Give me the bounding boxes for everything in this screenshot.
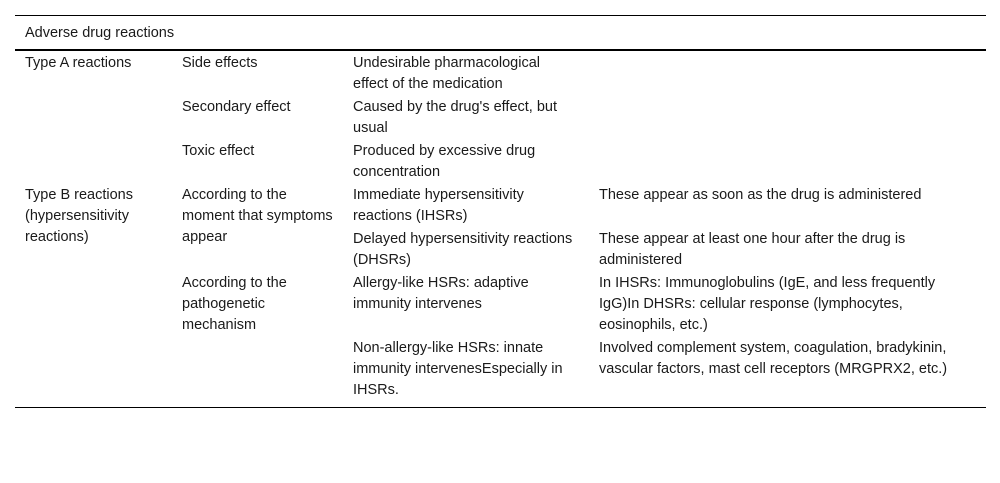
type-a-subtype: Secondary effect (182, 99, 291, 115)
type-b-criterion: According to the moment that symptoms appear (182, 187, 333, 245)
table-bottom-rule (15, 408, 986, 409)
type-a-description: Caused by the drug's effect, but usual (353, 99, 558, 136)
type-b-criterion: According to the pathogenetic mechanism (182, 275, 287, 333)
empty-cell (589, 139, 986, 183)
type-b-detail: Involved complement system, coagulation, bradykinin, vascular factors, mast cell receptors (MRGPRX2, etc.) (599, 340, 948, 377)
type-b-category: Immediate hypersensitivity reactions (IHSRs) (353, 187, 524, 224)
type-b-detail: These appear as soon as the drug is administered (599, 187, 922, 203)
type-a-subtype: Toxic effect (182, 143, 255, 159)
adverse-drug-reactions-table (15, 15, 986, 408)
type-b-detail: These appear at least one hour after the drug is administered (599, 231, 906, 268)
type-b-detail: In IHSRs: Immunoglobulins (IgE, and less frequently IgG)In DHSRs: cellular response (lymphocytes, eosinophils, etc.) (599, 275, 936, 333)
type-b-label: Type B reactions (hypersensitivity reactions) (25, 187, 133, 245)
type-b-category: Allergy-like HSRs: adaptive immunity intervenes (353, 275, 529, 312)
type-a-description: Produced by excessive drug concentration (353, 143, 536, 180)
table-title: Adverse drug reactions (15, 16, 986, 51)
type-a-label: Type A reactions (25, 55, 132, 71)
empty-cell (589, 95, 986, 139)
bottom-rule-cell (15, 408, 986, 409)
empty-cell (589, 50, 986, 95)
adverse-drug-reactions-table-wrapper (15, 15, 986, 408)
type-a-subtype: Side effects (182, 55, 258, 71)
table-title-row (15, 16, 986, 51)
type-b-category: Delayed hypersensitivity reactions (DHSRs) (353, 231, 573, 268)
type-b-category: Non-allergy-like HSRs: innate immunity intervenesEspecially in IHSRs. (353, 340, 563, 398)
type-a-description: Undesirable pharmacological effect of the medication (353, 55, 540, 92)
table-row (15, 50, 986, 95)
table-row (15, 183, 986, 227)
